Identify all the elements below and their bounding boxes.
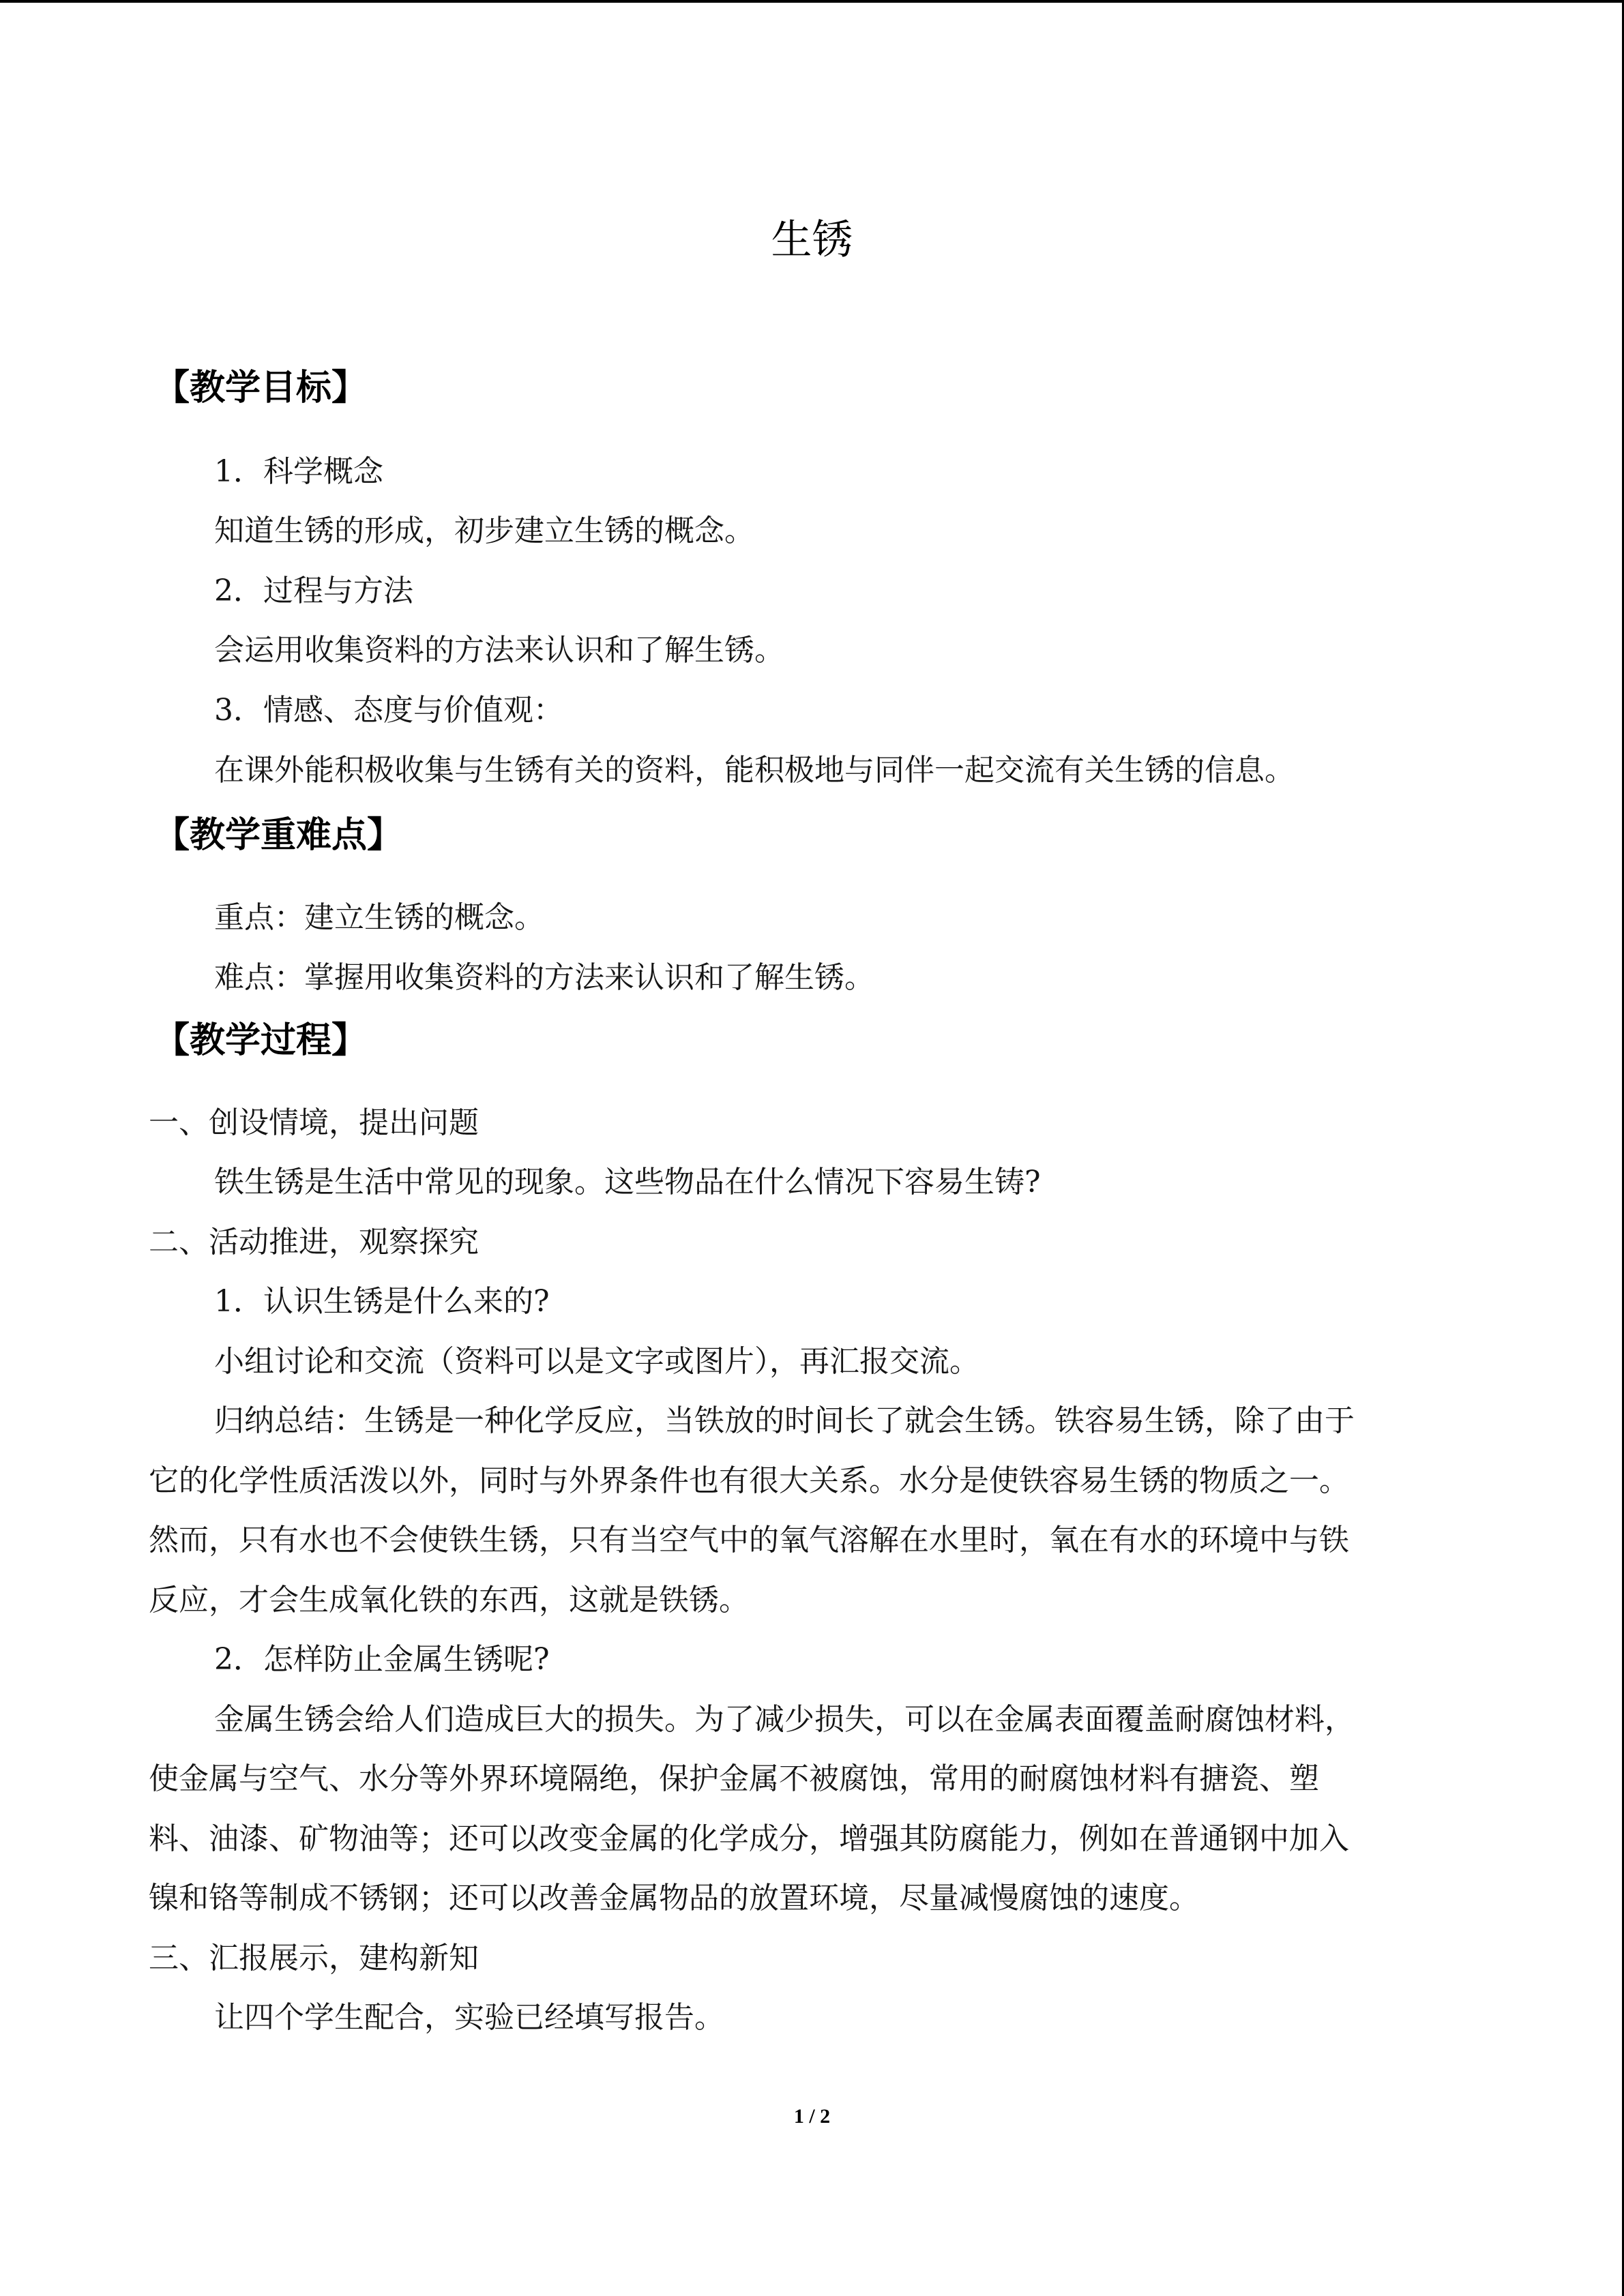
process-step-2-sub-1-text: 小组讨论和交流（资料可以是文字或图片），再汇报交流。 <box>214 1344 979 1379</box>
prevention-paragraph-line: 料、油漆、矿物油等；还可以改变金属的化学成分，增强其防腐能力，例如在普通钢中加入 <box>149 1821 1349 1856</box>
process-step-3-heading: 三、汇报展示，建构新知 <box>149 1941 479 1976</box>
key-point-text: 重点：建立生锈的概念。 <box>214 900 544 935</box>
summary-paragraph-line: 反应，才会生成氧化铁的东西，这就是铁锈。 <box>149 1583 749 1617</box>
process-step-1-text: 铁生锈是生活中常见的现象。这些物品在什么情况下容易生铸? <box>214 1165 1041 1199</box>
process-step-2-heading: 二、活动推进，观察探究 <box>149 1225 479 1259</box>
objective-item-3-title: 3．情感、态度与价值观： <box>214 693 563 728</box>
summary-paragraph-line: 然而，只有水也不会使铁生锈，只有当空气中的氧气溶解在水里时，氧在有水的环境中与铁 <box>149 1523 1349 1557</box>
objective-item-2-title: 2．过程与方法 <box>214 573 413 608</box>
difficult-point-text: 难点：掌握用收集资料的方法来认识和了解生锈。 <box>214 960 874 995</box>
page-number: 1 / 2 <box>793 2105 831 2128</box>
summary-paragraph-line: 它的化学性质活泼以外，同时与外界条件也有很大关系。水分是使铁容易生锈的物质之一。 <box>149 1463 1349 1498</box>
section-heading-objectives: 【教学目标】 <box>154 368 368 408</box>
process-step-2-sub-1-title: 1．认识生锈是什么来的? <box>214 1284 550 1319</box>
section-heading-process: 【教学过程】 <box>154 1020 368 1061</box>
process-step-2-sub-2-title: 2．怎样防止金属生锈呢? <box>214 1642 550 1677</box>
process-step-1-heading: 一、创设情境，提出问题 <box>149 1105 479 1140</box>
objective-item-3-text: 在课外能积极收集与生锈有关的资料，能积极地与同伴一起交流有关生锈的信息。 <box>214 753 1295 788</box>
summary-paragraph-line: 归纳总结：生锈是一种化学反应，当铁放的时间长了就会生锈。铁容易生锈，除了由于 <box>214 1403 1355 1438</box>
objective-item-1-text: 知道生锈的形成，初步建立生锈的概念。 <box>214 513 754 548</box>
process-step-3-text: 让四个学生配合，实验已经填写报告。 <box>214 2000 724 2035</box>
prevention-paragraph-line: 镍和铬等制成不锈钢；还可以改善金属物品的放置环境，尽量减慢腐蚀的速度。 <box>149 1881 1199 1915</box>
section-heading-key-points: 【教学重难点】 <box>154 815 403 856</box>
document-title: 生锈 <box>771 216 853 264</box>
objective-item-2-text: 会运用收集资料的方法来认识和了解生锈。 <box>214 633 784 668</box>
prevention-paragraph-line: 金属生锈会给人们造成巨大的损失。为了减少损失，可以在金属表面覆盖耐腐蚀材料， <box>214 1702 1355 1737</box>
objective-item-1-title: 1．科学概念 <box>214 454 383 489</box>
prevention-paragraph-line: 使金属与空气、水分等外界环境隔绝，保护金属不被腐蚀，常用的耐腐蚀材料有搪瓷、塑 <box>149 1761 1319 1796</box>
